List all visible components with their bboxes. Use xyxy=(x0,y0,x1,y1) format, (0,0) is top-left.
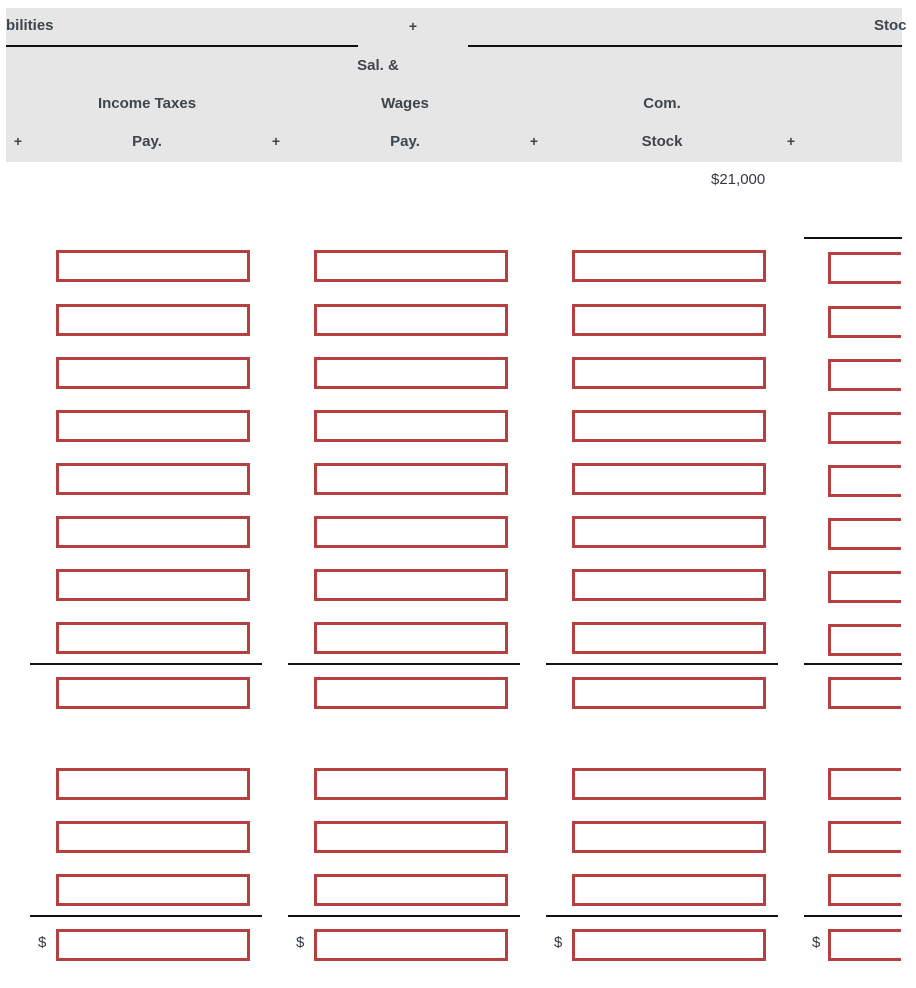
com-stock-subtotal-rule xyxy=(546,663,778,665)
col4-input-8[interactable] xyxy=(828,624,901,656)
income-taxes-header-line2: Pay. xyxy=(132,133,162,150)
com-stock-input-6[interactable] xyxy=(572,516,766,548)
plus-sign-1: + xyxy=(13,133,23,149)
com-stock-header-line1: Com. xyxy=(643,95,681,112)
col4-total-rule xyxy=(804,915,902,917)
col4-input-7[interactable] xyxy=(828,571,901,603)
com-stock-input-8[interactable] xyxy=(572,622,766,654)
com-stock-input-4[interactable] xyxy=(572,410,766,442)
wages-header-line2: Wages xyxy=(381,95,429,112)
plus-sign-4: + xyxy=(786,133,796,149)
col4-dollar-sign: $ xyxy=(812,934,821,951)
com-stock-dollar-sign: $ xyxy=(554,934,563,951)
plus-sign-2: + xyxy=(271,133,281,149)
col4-input-11[interactable] xyxy=(828,874,901,906)
wages-subtotal-rule xyxy=(288,663,520,665)
wages-input-6[interactable] xyxy=(314,516,508,548)
income-taxes-header-line1: Income Taxes xyxy=(97,95,197,112)
com-stock-subtotal-input[interactable] xyxy=(572,677,766,709)
wages-input-10[interactable] xyxy=(314,821,508,853)
col4-input-4[interactable] xyxy=(828,412,901,444)
col4-input-2[interactable] xyxy=(828,306,901,338)
wages-total-rule xyxy=(288,915,520,917)
com-stock-input-3[interactable] xyxy=(572,357,766,389)
income-taxes-input-5[interactable] xyxy=(56,463,250,495)
income-taxes-subtotal-rule xyxy=(30,663,262,665)
wages-input-11[interactable] xyxy=(314,874,508,906)
com-stock-input-5[interactable] xyxy=(572,463,766,495)
liabilities-underline xyxy=(6,45,358,47)
col4-input-5[interactable] xyxy=(828,465,901,497)
com-stock-input-2[interactable] xyxy=(572,304,766,336)
com-stock-input-11[interactable] xyxy=(572,874,766,906)
income-taxes-input-11[interactable] xyxy=(56,874,250,906)
com-stock-input-9[interactable] xyxy=(572,768,766,800)
wages-header-line3: Pay. xyxy=(390,133,420,150)
wages-input-5[interactable] xyxy=(314,463,508,495)
col4-input-10[interactable] xyxy=(828,821,901,853)
col4-total-input[interactable] xyxy=(828,929,901,961)
wages-input-9[interactable] xyxy=(314,768,508,800)
income-taxes-input-7[interactable] xyxy=(56,569,250,601)
wages-total-input[interactable] xyxy=(314,929,508,961)
col4-subtotal-rule xyxy=(804,663,902,665)
income-taxes-input-3[interactable] xyxy=(56,357,250,389)
wages-dollar-sign: $ xyxy=(296,934,305,951)
income-taxes-total-input[interactable] xyxy=(56,929,250,961)
income-taxes-input-6[interactable] xyxy=(56,516,250,548)
com-stock-input-1[interactable] xyxy=(572,250,766,282)
liabilities-heading: bilities xyxy=(6,17,54,34)
wages-header-line1: Sal. & xyxy=(357,57,399,74)
income-taxes-input-1[interactable] xyxy=(56,250,250,282)
income-taxes-dollar-sign: $ xyxy=(38,934,47,951)
income-taxes-total-rule xyxy=(30,915,262,917)
col4-subtotal-input[interactable] xyxy=(828,677,901,709)
income-taxes-input-4[interactable] xyxy=(56,410,250,442)
wages-input-3[interactable] xyxy=(314,357,508,389)
income-taxes-input-9[interactable] xyxy=(56,768,250,800)
col4-input-9[interactable] xyxy=(828,768,901,800)
com-stock-beginning-balance: $21,000 xyxy=(711,171,766,188)
income-taxes-input-10[interactable] xyxy=(56,821,250,853)
stock-heading-fragment: Stoc xyxy=(874,17,907,34)
com-stock-total-input[interactable] xyxy=(572,929,766,961)
com-stock-input-10[interactable] xyxy=(572,821,766,853)
wages-input-1[interactable] xyxy=(314,250,508,282)
equity-underline xyxy=(468,45,902,47)
income-taxes-input-8[interactable] xyxy=(56,622,250,654)
com-stock-header-line2: Stock xyxy=(641,133,683,150)
plus-sign-3: + xyxy=(529,133,539,149)
wages-input-4[interactable] xyxy=(314,410,508,442)
wages-subtotal-input[interactable] xyxy=(314,677,508,709)
wages-input-2[interactable] xyxy=(314,304,508,336)
wages-input-8[interactable] xyxy=(314,622,508,654)
com-stock-total-rule xyxy=(546,915,778,917)
income-taxes-input-2[interactable] xyxy=(56,304,250,336)
col4-input-1[interactable] xyxy=(828,252,901,284)
com-stock-input-7[interactable] xyxy=(572,569,766,601)
wages-input-7[interactable] xyxy=(314,569,508,601)
col4-clipped-column xyxy=(804,230,902,970)
top-plus-sign: + xyxy=(408,18,418,34)
col4-input-3[interactable] xyxy=(828,359,901,391)
income-taxes-subtotal-input[interactable] xyxy=(56,677,250,709)
col4-input-6[interactable] xyxy=(828,518,901,550)
